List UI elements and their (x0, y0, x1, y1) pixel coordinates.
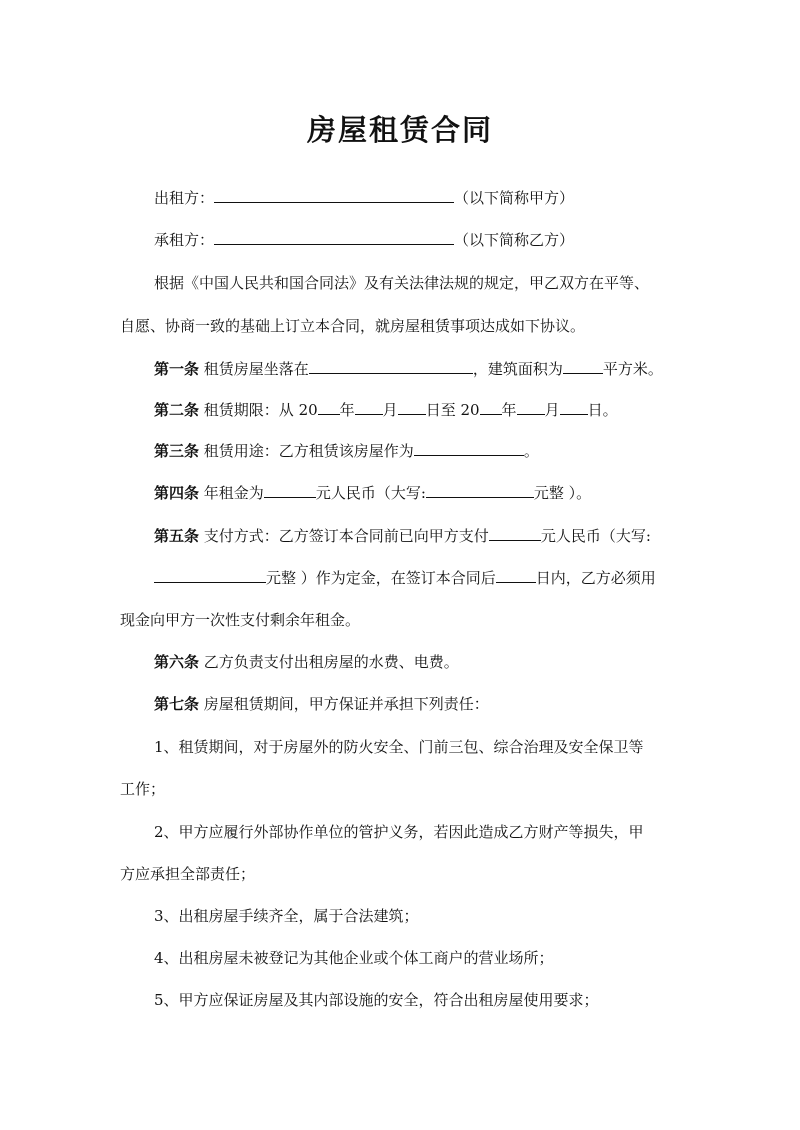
deposit-blank[interactable] (489, 526, 541, 541)
article-6-label: 第六条 (154, 653, 200, 671)
article-5-line-1 (154, 525, 651, 547)
year-label: 年 (339, 401, 355, 419)
end-day-blank[interactable] (560, 400, 588, 415)
article-1-text-c: 平方米。 (602, 360, 663, 378)
article-2-label: 第二条 (154, 401, 200, 419)
article-7-label: 第七条 (154, 695, 200, 713)
item-2-line-1: 2、甲方应履行外部协作单位的管护义务，若因此造成乙方财产等损失，甲 (154, 823, 644, 841)
lessor-label: 出租方： (154, 189, 215, 207)
article-3-text-a: 租赁用途：乙方租赁该房屋作为 (203, 442, 414, 460)
lessee-blank[interactable] (214, 230, 454, 245)
start-month-blank[interactable] (355, 400, 383, 415)
article-4-text-b: 元人民币（大写: (315, 484, 426, 502)
annual-rent-words-blank[interactable] (426, 483, 534, 498)
article-3 (154, 440, 539, 462)
article-5-text-d: 日内，乙方必须用 (535, 569, 656, 587)
article-3-label: 第三条 (154, 442, 200, 460)
month-label: 月 (544, 401, 560, 419)
article-2 (154, 399, 618, 421)
item-1-line-1: 1、租赁期间，对于房屋外的防火安全、门前三包、综合治理及安全保卫等 (154, 738, 644, 756)
article-5-text-b: 元人民币（大写: (540, 527, 651, 545)
item-5: 5、甲方应保证房屋及其内部设施的安全，符合出租房屋使用要求； (154, 991, 599, 1009)
lessor-note: （以下简称甲方） (454, 189, 575, 207)
deposit-words-blank[interactable] (154, 568, 266, 583)
payment-days-blank[interactable] (496, 568, 536, 583)
end-month-blank[interactable] (517, 400, 545, 415)
article-2-text-a: 租赁期限：从 20 (203, 401, 318, 419)
article-7-text: 房屋租赁期间，甲方保证并承担下列责任： (203, 695, 489, 713)
lessor-line (154, 187, 574, 209)
article-5-text-a: 支付方式：乙方签订本合同前已向甲方支付 (203, 527, 489, 545)
usage-blank[interactable] (414, 441, 524, 456)
article-5-line-2 (154, 567, 656, 589)
article-4-text-c: 元整 ）。 (533, 484, 592, 502)
document-title: 房屋租赁合同 (306, 113, 493, 147)
lessee-line (154, 229, 574, 251)
article-7 (154, 693, 489, 715)
article-5-text-c: 元整 ）作为定金，在签订本合同后 (266, 569, 496, 587)
article-1-text-b: ，建筑面积为 (472, 360, 563, 378)
year-label: 年 (501, 401, 517, 419)
start-day-blank[interactable] (398, 400, 426, 415)
location-blank[interactable] (309, 359, 473, 374)
item-1-line-2: 工作； (120, 780, 166, 798)
intro-line-1: 根据《中国人民共和国合同法》及有关法律法规的规定，甲乙双方在平等、 (154, 274, 650, 292)
article-4-label: 第四条 (154, 484, 200, 502)
end-prefix: 日至 20 (425, 401, 480, 419)
month-label: 月 (382, 401, 398, 419)
article-1 (154, 358, 663, 380)
article-1-label: 第一条 (154, 360, 200, 378)
article-6 (154, 651, 459, 673)
area-blank[interactable] (563, 359, 603, 374)
article-3-text-b: 。 (523, 442, 539, 460)
day-label: 日。 (587, 401, 618, 419)
item-4: 4、出租房屋未被登记为其他企业或个体工商户的营业场所； (154, 949, 554, 967)
lessee-note: （以下简称乙方） (454, 231, 575, 249)
lessor-blank[interactable] (214, 188, 454, 203)
article-5-label: 第五条 (154, 527, 200, 545)
article-4-text-a: 年租金为 (203, 484, 264, 502)
intro-line-2: 自愿、协商一致的基础上订立本合同，就房屋租赁事项达成如下协议。 (120, 317, 586, 335)
start-year-blank[interactable] (318, 400, 340, 415)
article-5-line-3: 现金向甲方一次性支付剩余年租金。 (120, 611, 361, 629)
lessee-label: 承租方： (154, 231, 215, 249)
end-year-blank[interactable] (480, 400, 502, 415)
article-4 (154, 482, 591, 504)
item-3: 3、出租房屋手续齐全，属于合法建筑； (154, 907, 419, 925)
annual-rent-blank[interactable] (264, 483, 316, 498)
item-2-line-2: 方应承担全部责任； (120, 865, 256, 883)
article-6-text: 乙方负责支付出租房屋的水费、电费。 (203, 653, 459, 671)
article-1-text-a: 租赁房屋坐落在 (203, 360, 309, 378)
